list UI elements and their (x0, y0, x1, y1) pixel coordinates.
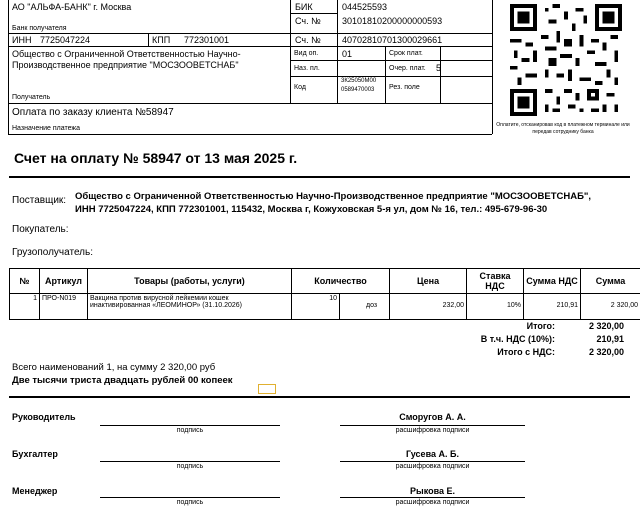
kod-label: Код (294, 84, 306, 91)
kpp-value: 772301001 (184, 35, 230, 45)
recipient-name: Общество с Ограниченной Ответственностью Научно-Производственное предприятие "МОСЗООВЕТСНАБ" (12, 49, 241, 70)
row-vat-rate: 10% (467, 294, 524, 320)
signature-caption: подпись (176, 463, 204, 470)
corr-account-label: Сч. № (295, 16, 321, 26)
signature-caption: подпись (176, 427, 204, 434)
total-with-vat-value: 2 320,00 (588, 347, 624, 357)
bik-value: 044525593 (342, 2, 388, 12)
col-vat-rate: Ставка НДС (467, 269, 524, 294)
account-value: 40702810701300029661 (342, 35, 443, 45)
table-row (10, 294, 640, 320)
row-goods: Вакцина против вирусной лейкемии кошек инактивированная «ЛЕОМИНОР» (31.10.2026) (88, 294, 292, 320)
recipient-label: Получатель (12, 94, 51, 101)
qr-code-icon (510, 4, 622, 116)
bik-label: БИК (295, 2, 313, 12)
ocher-value: 5 (436, 63, 442, 73)
col-price: Цена (390, 269, 467, 294)
corr-account-value: 30101810200000000593 (342, 16, 443, 26)
row-unit: доз (340, 294, 390, 320)
cursor-highlight (258, 384, 276, 394)
qr-caption: Оплатите, отсканировав код в платежном терминале или передав сотруднику банка (496, 122, 630, 135)
ocher-label: Очер. плат. (389, 65, 426, 72)
row-qty: 10 (292, 294, 340, 320)
consignee-label: Грузополучатель: (12, 247, 94, 258)
col-quantity: Количество (292, 269, 390, 294)
supplier-value: Общество с Ограниченной Ответственностью Научно-Производственное предприятие "МОСЗООВЕТСНАБ", ИНН 7725047224, КПП 772301001, 115432, Москва г, Кожуховская 5-я ул, дом № 16, тел.: 495-679-96-30 (75, 191, 592, 215)
kod-value: 3К25050М00 0589470003 (341, 78, 377, 93)
rez-label: Рез. поле (389, 84, 420, 91)
row-number: 1 (10, 294, 40, 320)
inn-value: 7725047224 (40, 35, 91, 45)
vid-op-label: Вид оп. (294, 50, 319, 57)
signature-role: Менеджер (12, 486, 58, 496)
row-sum: 2 320,00 (581, 294, 640, 320)
row-article: ПРО-N019 (40, 294, 88, 320)
vat-total-value: 210,91 (596, 334, 624, 344)
buyer-label: Покупатель: (12, 224, 69, 235)
signature-role: Бухгалтер (12, 449, 58, 459)
vat-total-label: В т.ч. НДС (10%): (480, 334, 555, 344)
vid-op-value: 01 (342, 49, 353, 59)
col-article: Артикул (40, 269, 88, 294)
account-label: Сч. № (295, 35, 321, 45)
row-vat-sum: 210,91 (524, 294, 581, 320)
payment-purpose: Оплата по заказу клиента №58947 (12, 107, 174, 118)
signature-name: Рыкова Е. (410, 486, 455, 496)
col-sum: Сумма (581, 269, 640, 294)
row-price: 232,00 (390, 294, 467, 320)
col-number: № (10, 269, 40, 294)
items-summary: Всего наименований 1, на сумму 2 320,00 руб (12, 362, 216, 373)
total-with-vat-label: Итого с НДС: (497, 347, 555, 357)
signature-decode-caption: расшифровка подписи (395, 499, 470, 506)
itogo-label: Итого: (526, 321, 555, 331)
items-table (9, 268, 640, 320)
itogo-value: 2 320,00 (588, 321, 624, 331)
signature-name: Гусева А. Б. (406, 449, 459, 459)
payment-purpose-label: Назначение платежа (12, 125, 80, 132)
supplier-label: Поставщик: (12, 195, 67, 206)
signature-role: Руководитель (12, 412, 76, 422)
naz-pl-label: Наз. пл. (294, 65, 320, 72)
col-vat-sum: Сумма НДС (524, 269, 581, 294)
bank-name: АО "АЛЬФА-БАНК" г. Москва (12, 2, 132, 12)
kpp-label: КПП (152, 35, 171, 45)
invoice-title: Счет на оплату № 58947 от 13 мая 2025 г. (14, 150, 298, 166)
bank-label: Банк получателя (12, 25, 67, 32)
signature-decode-caption: расшифровка подписи (395, 463, 470, 470)
amount-in-words: Две тысячи триста двадцать рублей 00 копеек (12, 375, 233, 386)
signature-caption: подпись (176, 499, 204, 506)
inn-label: ИНН (12, 35, 32, 45)
col-goods: Товары (работы, услуги) (88, 269, 292, 294)
signature-decode-caption: расшифровка подписи (395, 427, 470, 434)
srok-label: Срок плат. (389, 50, 423, 57)
signature-name: Сморугов А. А. (399, 412, 466, 422)
table-header-row (10, 269, 640, 294)
